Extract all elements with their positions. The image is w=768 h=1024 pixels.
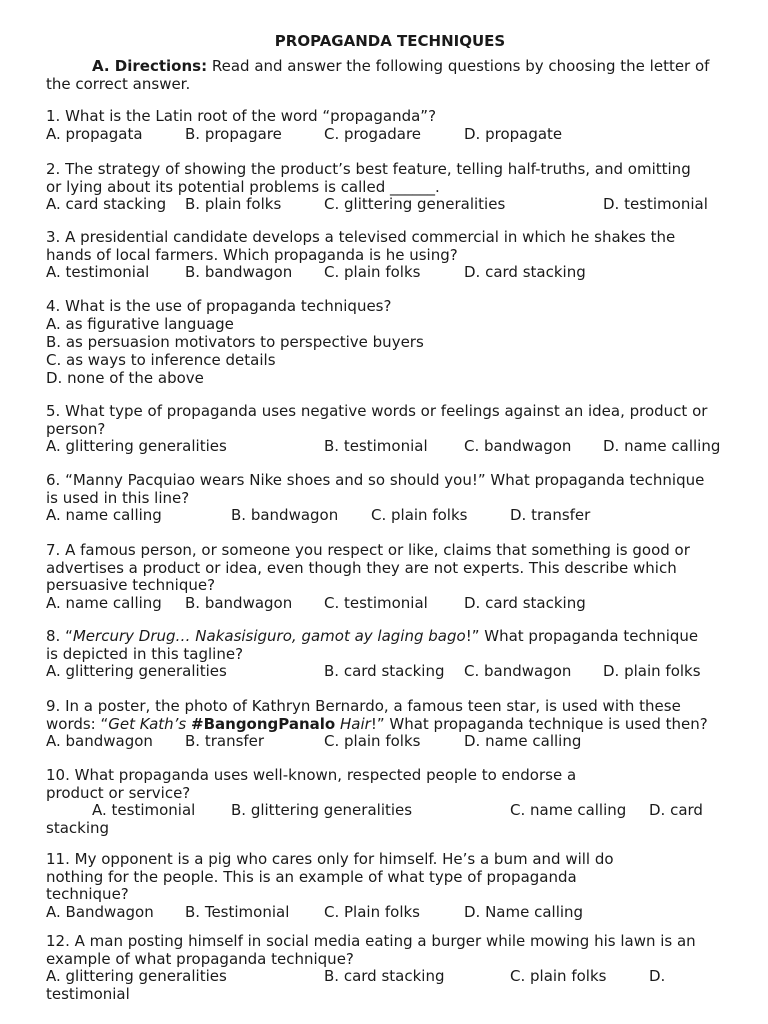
option-d: D. card xyxy=(649,801,703,819)
question-stem-cont: person? xyxy=(46,419,106,438)
stem-text: !” What propaganda technique is used then? xyxy=(370,714,708,733)
option-d: D. card stacking xyxy=(464,593,586,612)
question-stem: 6. “Manny Pacquiao wears Nike shoes and so should you!” What propaganda technique xyxy=(46,471,705,489)
question-stem-cont: advertises a product or idea, even though they are not experts. This describe which xyxy=(46,558,677,577)
question-stem: 5. What type of propaganda uses negative words or feelings against an idea, product or xyxy=(46,402,708,420)
question-stem xyxy=(46,628,746,646)
option-a: A. propagata xyxy=(46,124,143,143)
option-c: C. plain folks xyxy=(371,506,468,524)
option-a: A. testimonial xyxy=(46,263,150,281)
option-b: B. testimonial xyxy=(324,437,428,455)
option-c: C. plain folks xyxy=(324,732,421,750)
question-5 xyxy=(46,403,746,456)
question-stem-cont: product or service? xyxy=(46,783,191,802)
option-d: D. xyxy=(649,967,666,985)
question-stem-cont: nothing for the people. This is an example of what type of propaganda xyxy=(46,867,577,886)
option-b: B. as persuasion motivators to perspective buyers xyxy=(46,332,424,351)
option-d: D. Name calling xyxy=(464,902,584,921)
question-9 xyxy=(46,698,746,751)
directions-label: A. Directions: xyxy=(92,57,208,75)
option-b: B. card stacking xyxy=(324,967,445,985)
option-a: A. glittering generalities xyxy=(46,662,227,680)
option-c: C. name calling xyxy=(510,801,627,819)
option-c: C. glittering generalities xyxy=(324,195,506,213)
option-d: D. name calling xyxy=(603,437,721,455)
option-b: B. transfer xyxy=(185,732,265,750)
directions-text: Read and answer the following questions by choosing the letter of xyxy=(207,57,710,75)
option-a: A. as figurative language xyxy=(46,314,234,333)
option-b: B. bandwagon xyxy=(185,593,293,612)
question-7 xyxy=(46,542,746,612)
option-a: A. testimonial xyxy=(92,801,196,819)
question-1 xyxy=(46,108,746,143)
option-a: A. name calling xyxy=(46,506,162,524)
option-d-wrap: stacking xyxy=(46,818,110,837)
slogan-text: Get Kath’s xyxy=(108,714,192,733)
option-d: D. testimonial xyxy=(603,195,708,213)
question-11 xyxy=(46,851,746,921)
option-a: A. Bandwagon xyxy=(46,902,154,921)
option-d: D. none of the above xyxy=(46,368,204,387)
option-b: B. plain folks xyxy=(185,195,282,213)
option-b: B. glittering generalities xyxy=(231,801,413,819)
question-stem: 10. What propaganda uses well-known, respected people to endorse a xyxy=(46,766,577,784)
option-a: A. glittering generalities xyxy=(46,437,227,455)
tagline-text: Mercury Drug… Nakasisiguro, gamot ay laging bago xyxy=(72,627,466,645)
question-stem: 9. In a poster, the photo of Kathryn Bernardo, a famous teen star, is used with these xyxy=(46,697,681,715)
question-stem-cont: is used in this line? xyxy=(46,488,190,507)
question-12 xyxy=(46,933,746,1003)
question-stem-cont: persuasive technique? xyxy=(46,576,216,594)
question-4 xyxy=(46,298,746,388)
question-stem-cont: is depicted in this tagline? xyxy=(46,644,244,663)
option-c: C. testimonial xyxy=(324,593,428,612)
question-6 xyxy=(46,472,746,525)
option-a: A. glittering generalities xyxy=(46,967,227,985)
hashtag-text: #BangongPanalo xyxy=(191,714,336,733)
question-10 xyxy=(46,767,746,837)
question-8 xyxy=(46,628,746,681)
option-c: C. Plain folks xyxy=(324,902,420,921)
question-stem: 7. A famous person, or someone you respect or like, claims that something is good or xyxy=(46,541,690,559)
stem-text: words: “ xyxy=(46,714,109,733)
page-title: PROPAGANDA TECHNIQUES xyxy=(274,32,506,50)
option-c: C. plain folks xyxy=(324,263,421,281)
option-c: C. plain folks xyxy=(510,967,607,985)
question-stem: 2. The strategy of showing the product’s best feature, telling half-truths, and omitting xyxy=(46,160,691,178)
question-stem: 4. What is the use of propaganda techniques? xyxy=(46,297,392,315)
directions-text-cont: the correct answer. xyxy=(46,74,191,93)
option-d-wrap: testimonial xyxy=(46,984,130,1003)
question-stem-cont: technique? xyxy=(46,885,129,903)
slogan-text: Hair xyxy=(335,714,371,733)
question-stem-cont: example of what propaganda technique? xyxy=(46,949,354,968)
question-stem-cont xyxy=(46,716,746,734)
question-stem: 12. A man posting himself in social media eating a burger while mowing his lawn is an xyxy=(46,932,696,950)
option-c: C. as ways to inference details xyxy=(46,350,276,369)
option-d: D. propagate xyxy=(464,124,563,143)
option-b: B. propagare xyxy=(185,124,282,143)
option-d: D. transfer xyxy=(510,506,591,524)
question-3 xyxy=(46,229,746,282)
option-d: D. name calling xyxy=(464,732,582,750)
question-stem-cont: or lying about its potential problems is called ______. xyxy=(46,177,440,196)
option-c: C. bandwagon xyxy=(464,437,572,455)
option-d: D. plain folks xyxy=(603,662,701,680)
option-a: A. card stacking xyxy=(46,195,167,213)
option-b: B. bandwagon xyxy=(185,263,293,281)
question-stem: 1. What is the Latin root of the word “propaganda”? xyxy=(46,107,437,125)
option-d: D. card stacking xyxy=(464,263,586,281)
question-stem-cont: hands of local farmers. Which propaganda is he using? xyxy=(46,245,458,264)
option-b: B. bandwagon xyxy=(231,506,339,524)
option-c: C. bandwagon xyxy=(464,662,572,680)
stem-text: !” What propaganda technique xyxy=(465,627,699,645)
directions xyxy=(46,58,746,93)
question-stem: 3. A presidential candidate develops a televised commercial in which he shakes the xyxy=(46,228,676,246)
question-2 xyxy=(46,161,746,214)
stem-text: 8. “ xyxy=(46,627,73,645)
question-stem: 11. My opponent is a pig who cares only for himself. He’s a bum and will do xyxy=(46,850,614,868)
option-b: B. Testimonial xyxy=(185,902,290,921)
option-b: B. card stacking xyxy=(324,662,445,680)
option-a: A. name calling xyxy=(46,593,162,612)
option-a: A. bandwagon xyxy=(46,732,153,750)
option-c: C. progadare xyxy=(324,124,422,143)
